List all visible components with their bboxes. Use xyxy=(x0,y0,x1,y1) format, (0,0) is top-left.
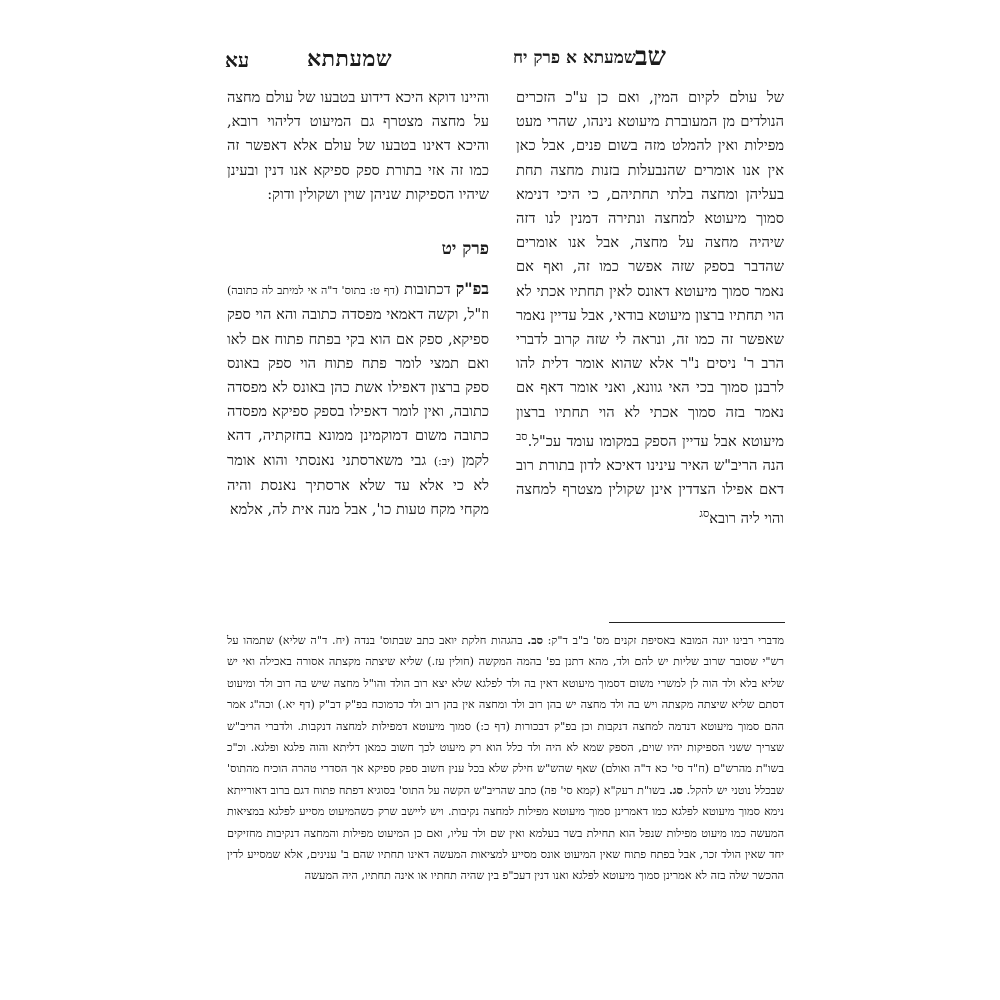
footnote-text: בהגהות חלקת יואב כתב שבתוס' בנדה (יח. ד"ה שליא) שתמהו על רש"י שסובר שרוב שליות יש להם ולד, מהא דתנן בפ' בהמה המקשה (חולין עז.) שליא שיצתה מקצתה אסורה באכילה ואי יש שליא בלא ולד הוה לן למשרי משום דסמוך מיעוטא דאין בה ולד לפלגא שלא יצא רוב הולד והו"ל מחצה שיש בה רוב ולד ומיעוט דסתם שליא שיצתה מקצתה ויש בה ולד מחצה יש בהן רוב ולד ומחצה אין בהן רוב ולד כדמוכח בפ"ק דב"ק (דף יא.) וכה"ג אמר ההם סמוך מיעוטא דנדמה למחצה דנקבות וכן בפ"ק דבכורות (דף כ:) סמוך מיעוטא דמפילות למחצה דנקבות. ולדברי הריב"ש שצריך ששני הספיקות יהיו שוים, הספק שמא לא היה ולד כלל הוא רק מיעוט לכך חשוב כמאן דליתא והוה פלגא ופלגא. וכ"כ בשו"ת מהרש"ם (ח"ד סי' כא ד"ה ואולם) שאף שהש"ש חילק שלא בכל ענין חשוב ספק ספיקא אך הסדרי טהרה הוכיח מהתוס' שבכלל נוטני יש להקל. xyxy=(227,634,784,797)
chapter-title: פרק יט xyxy=(441,239,489,260)
footnote-marker: סג xyxy=(699,507,710,521)
footnote-marker: סג. xyxy=(668,782,683,797)
footnotes xyxy=(227,630,784,887)
left-column-text-bottom-2: גבי משארסתני נאנסתי והוא אומר לא כי אלא עד שלא ארסתיך נאנסת והיה מקחי מקח טעות כו', אבל מנה אית לה, אלמא xyxy=(227,451,489,519)
left-column-text-top: והיינו דוקא היכא דידוע בטבעו של עולם מחצה על מחצה מצטרף גם המיעוט דליהוי רובא, והיכא דאינו בטבעו של עולם אלא דאפשר זה כמו זה אזי בתורת ספק ספיקא אנו דנין ובעינן שיהיו הספיקות שניהן שוין ושקולין ודוק: xyxy=(227,89,489,203)
footnote xyxy=(227,630,784,887)
right-column xyxy=(516,86,784,531)
citation: (דף ט: בתוס' ד"ה אי למיתב לה כתובה) xyxy=(227,284,400,298)
lead-rest: דכתובות xyxy=(404,281,451,299)
lead-word: בפ"ק xyxy=(455,279,490,299)
footnote-text: מדברי רבינו יונה המובא באסיפת זקנים מס' ב"ב ד"ק: xyxy=(547,634,784,647)
left-column-text-bottom: וז"ל, וקשה דאמאי מפסדה כתובה והא הוי ספק ספיקא, ספק אם הוא בקי בפתח פתוח אם לאו ואם תמצי לומר פתח פתוח הוי ספק באונס ספק ברצון דאפילו אשת כהן באונס לא מפסדה כתובה, ואין לומר דאפילו בספק ספיקא מפסדה כתובה משום דמוקמינן ממונא בחזקתיה, דהא לקמן xyxy=(227,306,489,469)
footnote-divider xyxy=(609,622,785,623)
header-title: שמעתתא xyxy=(307,46,393,72)
footnote-marker: סב xyxy=(516,429,528,443)
left-column xyxy=(227,86,489,522)
page-number-right: שב xyxy=(635,42,666,72)
running-header xyxy=(225,38,785,78)
footnote-text: בשו"ת רעק"א (קמא סי' פה) כתב שהריב"ש הקשה על התוס' בסוגיא דפתח פתוח דגם ברוב דאורייתא נימא סמוך מיעוטא לפלגא כמו דאמרינן סמוך מיעוטא מפילות למחצה נקיבות. ויש ליישב שרק כשהמיעוט מסייע לפלגא במציאות המעשה כמו מיעוט מפילות שנפל הוא תחילת בשר בעלמא ואין שם ולד עליו, ואם כן המיעוט מפילות והמחצה דנקיבות מחזיקים יחד שאין הולד זכר, אבל בפתח פתוח שאין המיעוט אונס מסייע למציאות המעשה דאינו תחתיו שהם ב' ענינים, אלא שמסייע לדין ההכשר שלה בזה לא אמרינן סמוך מיעוטא לפלגא ואנו דנין דעכ"פ בין שהיה תחתיו או אינה תחתיו, היה המעשה xyxy=(227,783,784,883)
footnote-marker: סב. xyxy=(527,633,543,647)
header-subtitle: שמעתא א פרק יח xyxy=(513,48,636,68)
right-column-text: של עולם לקיום המין, ואם כן ע"כ הזכרים הנולדים מן המעוברת מיעוטא נינהו, שהרי מעט מפילות ואין להמלט מזה בשום פנים, אבל כאן אין אנו אומרים שהנבעלות בזנות מחצה תחת בעליהן ומחצה בלתי תחתיהם, כי היכי דנימא סמוך מיעוטא למחצה ונתירה דמנין לנו דזה שיהיה מחצה על מחצה, אבל אנו אומרים שהדבר בספק שזה אפשר כמו זה, ואף אם נאמר סמוך מיעוטא דאונס לאין תחתיו אכתי לא הוי תחתיו ברצון מיעוטא בודאי, אבל עדיין נאמר שאפשר זה כמו זה, ונראה לי שזה קרוב לדברי הרב ר' ניסים נ"ר אלא שהוא אומר דלית להו לרבנן סמוך בכי האי גוונא, ואני אומר דאף אם נאמר בזה סמוך אכתי לא הוי תחתיו ברצון מיעוטא אבל עדיין הספק במקומו עומד עכ"ל. xyxy=(516,89,784,450)
right-column-text-2: הנה הריב"ש האיר עינינו דאיכא לדון בתורת רוב דאם אפילו הצדדין אינן שקולין מצטרף למחצה והוי ליה רובא xyxy=(516,456,784,528)
page-number-left: עא xyxy=(225,48,250,72)
citation: (יב:) xyxy=(433,454,455,468)
